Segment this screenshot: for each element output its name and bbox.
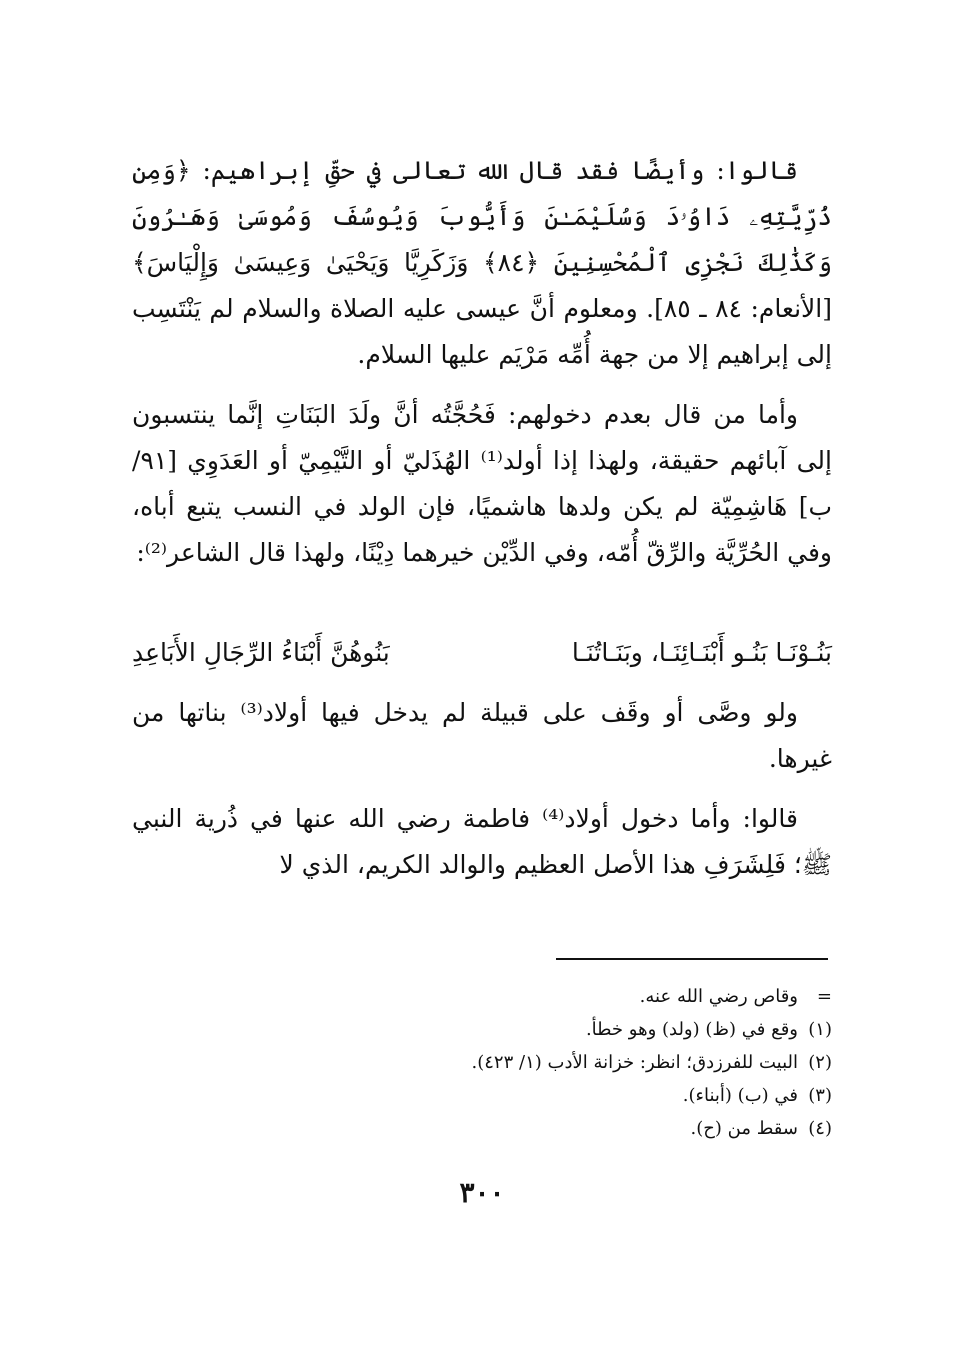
- footnote-number: (٣): [808, 1085, 832, 1106]
- footnote-number: =: [816, 986, 832, 1007]
- footnote: [132, 1112, 832, 1145]
- footnote: [132, 1013, 832, 1046]
- footnote-number: (٢): [808, 1052, 832, 1073]
- footnote-text: وقع في (ظ) (ولد) وهو خطأ.: [585, 1019, 798, 1040]
- footnote-number: (٤): [808, 1118, 832, 1139]
- footnote: [132, 1079, 832, 1112]
- footnote-text: وقاص رضي الله عنه.: [639, 986, 798, 1007]
- main-text-continued: [132, 690, 832, 902]
- footnote-number: (١): [808, 1019, 832, 1040]
- footnote-text: البيت للفرزدق؛ انظر: خزانة الأدب (١/ ٤٢٣).: [471, 1052, 798, 1073]
- poem-first-hemistich: بَنُـوْنَـا بَنُـو أَبْنَـائِنَـا، وبَنَـاتُنَـا: [571, 638, 832, 667]
- poem-verse: [132, 630, 832, 676]
- paragraph-4: قالوا: وأما دخول أولاد⁽⁴⁾ فاطمة رضي الله عنها في ذُرية النبي ﷺ؛ فَلِشَرَفِ هذا الأصل العظيم والوالد الكريم، الذي لا: [132, 804, 832, 879]
- footnote: [132, 980, 832, 1013]
- paragraph-2: وأما من قال بعدم دخولهم: فَحُجَّتُه أنَّ ولَدَ البَنَاتِ إنَّما ينتسبون إلى آبائهم حقيقة، ولهذا إذا أولد⁽¹⁾ الهُذَليّ أو التَّيْمِيّ أو العَدَوِي [٩١/ب] هَاشِمِيّة لم يكن ولدها هاشميًا، فإن الولد في النسب يتبع أباه، وفي الحُرِّيَّة والرِّقّ أُمّه، وفي الدِّيْن خيرهما دِيْنًا، ولهذا قال الشاعر⁽²⁾:: [132, 400, 832, 567]
- footnotes: [132, 980, 832, 1145]
- paragraph-3: ولو وصَّى أو وقَف على قبيلة لم يدخل فيها أولاد⁽³⁾ بناتها من غيرها.: [132, 698, 832, 773]
- page-number: ٣٠٠: [459, 1176, 505, 1209]
- paragraph-1: قالوا: وأيضًا فقد قال الله تعالى في حقِّ إبراهيم: ﴿وَمِن ذُرِّيَّتِهِۦ دَاوُۥدَ وَسُلَيْمَـٰنَ وَأَيُّوبَ وَيُوسُفَ وَمُوسَىٰ وَهَـٰرُونَ وَكَذَٰلِكَ نَجْزِى ٱلْمُحْسِنِينَ ﴿٨٤﴾ وَزَكَرِيَّا وَيَحْيَىٰ وَعِيسَىٰ وَإِلْيَاسَ﴾ [الأنعام: ٨٤ ـ ٨٥]. ومعلوم أنَّ عيسى عليه الصلاة والسلام لم يَنْتَسِب إلى إبراهيم إلا من جهة أُمِّه مَرْيَم عليها السلام.: [132, 156, 832, 369]
- footnote-separator: [556, 958, 828, 960]
- footnote-text: في (ب) (أبناء).: [682, 1085, 798, 1106]
- footnote: [132, 1046, 832, 1079]
- footnote-text: سقط من (ح).: [690, 1118, 798, 1139]
- poem-second-hemistich: بَنُوهُنَّ أَبْنَاءُ الرِّجَالِ الأَبَاعِدِ: [132, 638, 390, 667]
- main-text: [132, 148, 832, 590]
